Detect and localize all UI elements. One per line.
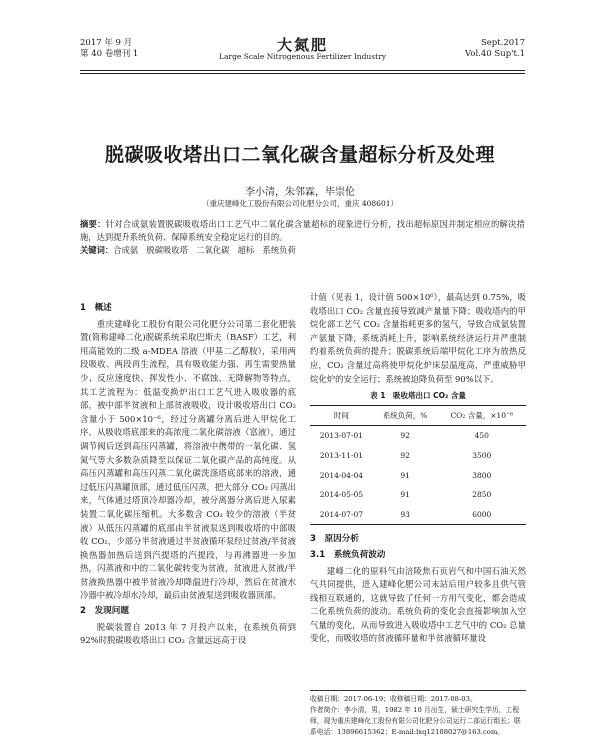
table-caption: 表 1 吸收塔出口 CO₂ 含量 bbox=[370, 391, 466, 401]
section-heading-3: 3 原因分析 bbox=[310, 534, 359, 545]
table-row bbox=[310, 485, 526, 505]
section-heading-1: 1 概述 bbox=[80, 303, 112, 313]
table-cell: 450 bbox=[474, 431, 489, 441]
header-volume: 第 40 卷增刊 1 bbox=[80, 49, 139, 59]
abstract-text: 针对合成氨装置脱碳吸收塔出口工艺气中二氧化碳含量超标的现象进行分析，找出超标原因并制定相应的解决措施，达到提升系统负荷、保障系统安全稳定运行的目的。 bbox=[80, 219, 525, 242]
table-header-co2: CO₂ 含量，×10⁻⁶ bbox=[450, 410, 514, 420]
article-title: 脱碳吸收塔出口二氧化碳含量超标分析及处理 bbox=[104, 144, 495, 166]
table-header-time: 时间 bbox=[333, 410, 349, 420]
abstract bbox=[80, 218, 525, 257]
table-cell: 92 bbox=[400, 431, 410, 441]
table-cell: 2014-04-04 bbox=[319, 470, 364, 480]
table-cell: 3800 bbox=[472, 470, 492, 480]
abstract-body bbox=[80, 218, 525, 244]
table-header-load: 系统负荷，% bbox=[382, 410, 428, 420]
keywords-text: 合成氨 脱碳吸收塔 二氧化碳 超标 系统负荷 bbox=[113, 245, 296, 255]
table-cell: 2014-05-05 bbox=[319, 490, 364, 500]
header-date: 2017 年 9 月 bbox=[80, 38, 133, 48]
table-cell: 2013-11-01 bbox=[319, 450, 364, 460]
footnote-author: 作者简介：李小清，男，1982 年 10 月出生，硕士研究生学历，工程师，现为重庆建峰化工股份有限公司化肥分公司运行二部运行组长；联系电话：13896615362；E-mail:lxq12108027@163.com。 bbox=[310, 706, 521, 736]
table-cell: 91 bbox=[400, 470, 410, 480]
table-row bbox=[310, 505, 526, 525]
table-header-row bbox=[310, 405, 526, 426]
table-cell: 93 bbox=[400, 509, 410, 519]
header-center bbox=[80, 38, 525, 61]
section-heading-3-1: 3.1 系统负荷波动 bbox=[310, 549, 386, 560]
table-cell: 2850 bbox=[472, 490, 492, 500]
header-date-en: Sept.2017 bbox=[480, 38, 525, 48]
page-header bbox=[80, 38, 525, 74]
keywords-label: 关键词： bbox=[80, 245, 114, 255]
table-cell: 3500 bbox=[472, 450, 492, 460]
keywords bbox=[80, 244, 525, 257]
paragraph-cause: 建峰二化的原料气由涪陵焦石页岩气和中国石油天然气共同提供，进入建峰化肥公司末站后用户较多且供气管线相互联通的，这就导致了任何一方用气变化，都会造成二化系统负荷的波动。系统负荷的变化会直接影响加入空气量的变化，从而导致进入吸收塔中工艺气中的 CO₂ 总量变化，而吸收塔的贫液循环量和半贫液循环量设 bbox=[310, 565, 526, 644]
table-cell: 2013-07-01 bbox=[319, 431, 364, 441]
journal-logo: 大氮肥 bbox=[276, 36, 328, 54]
right-column bbox=[310, 291, 526, 646]
footnote-received: 收稿日期：2017-06-19；收修稿日期：2017-08-03。 bbox=[310, 695, 477, 703]
table-cell: 2014-07-07 bbox=[319, 509, 364, 519]
header-volume-en: Vol.40 Sup't.1 bbox=[464, 49, 525, 59]
table-cell: 92 bbox=[400, 450, 410, 460]
journal-english-name: Large Scale Nitrogenous Fertilizer Industry bbox=[219, 52, 386, 61]
article-affiliation: （重庆建峰化工股份有限公司化肥分公司，重庆 408601） bbox=[201, 199, 398, 208]
paragraph-problem: 脱碳装置自 2013 年 7 月投产以来，在系统负荷到 92%时脱碳吸收塔出口 CO₂ 含量远远高于设 bbox=[80, 621, 296, 646]
header-right bbox=[465, 38, 525, 60]
left-column bbox=[80, 300, 296, 648]
paragraph-overview: 重庆建峰化工股份有限公司化肥分公司第二套化肥装置(简称建峰二化)脱碳系统采取巴斯夫（BASF）工艺，利用高能效的二级 a-MDEA 溶液（甲基二乙醇胺），采用两段吸收、两段再生流程，具有吸收能力强、再生需要热量少、反应速度快、挥发性小、不腐蚀、无降解物等特点，其工艺流程为：低温变换炉出口工艺气进入吸收器的底部，被中部半贫液和上部贫液吸收，设计吸收塔出口 CO₂ 含量小于 500×10⁻⁶，经过分离罐分离后进入甲烷化工序。从吸收塔底部来的高浓度二氧化碳溶液（富液），通过调节阀后送到高压闪蒸罐，将溶液中携带的一氧化碳、氢氮气等大多数杂质降至以保证二氧化碳产品的高纯度。从高压闪蒸罐和高压闪蒸二氧化碳洗涤塔底部来的溶液，通过低压闪蒸罐顶部，通过低压闪蒸，把大部分 CO₂ 闪蒸出来，气体通过塔顶冷却器冷却，被分离器分离后进入尿素装置二氧化碳压缩机。大多数含 CO₂ 较少的溶液（半贫液）从低压闪蒸罐的底部由半贫液泵送到吸收塔的中部吸收 CO₂，少部分半贫液通过半贫液循环泵经过贫液/半贫液换热器加热后送到汽提塔的汽提段，与再沸器进一步加热，闪蒸液和中的二氧化碳转变为贫液，贫液进入贫液/半贫液换热器中被半贫液冷却降温进行冷却，然后在贫液水冷器中被冷却水冷却，最后由贫液泵送到吸收器顶部。 bbox=[80, 318, 296, 601]
footnote bbox=[310, 690, 526, 738]
table-row bbox=[310, 446, 526, 466]
header-rule bbox=[80, 70, 525, 74]
co2-table bbox=[310, 405, 526, 526]
table-row bbox=[310, 426, 526, 446]
table-row bbox=[310, 466, 526, 486]
table-cell: 91 bbox=[400, 490, 410, 500]
article-authors: 李小清，朱邻霖，毕崇伦 bbox=[245, 187, 355, 198]
section-heading-2: 2 发现问题 bbox=[80, 606, 129, 617]
abstract-label: 摘要： bbox=[80, 219, 106, 229]
table-cell: 6000 bbox=[472, 509, 492, 519]
paragraph-continued: 计值（见表 1，设计值 500×10⁶），最高达到 0.75%，吸收塔出口 CO₂ 含量直接导致减产量量下降；吸收塔内的甲烷化部工艺气 CO₂ 含量指耗更多的氢气，导致合成氨装置产氨量下降，系统消耗上升，影响系统经济运行并严重制约着系统负荷的提升；脱碳系统后端甲烷化工序为放热反应，CO₂ 含量过高将使甲烷化炉床层温度高，严重威胁甲烷化炉的安全运行；系统被迫降负荷至 90%以下。 bbox=[310, 292, 526, 384]
